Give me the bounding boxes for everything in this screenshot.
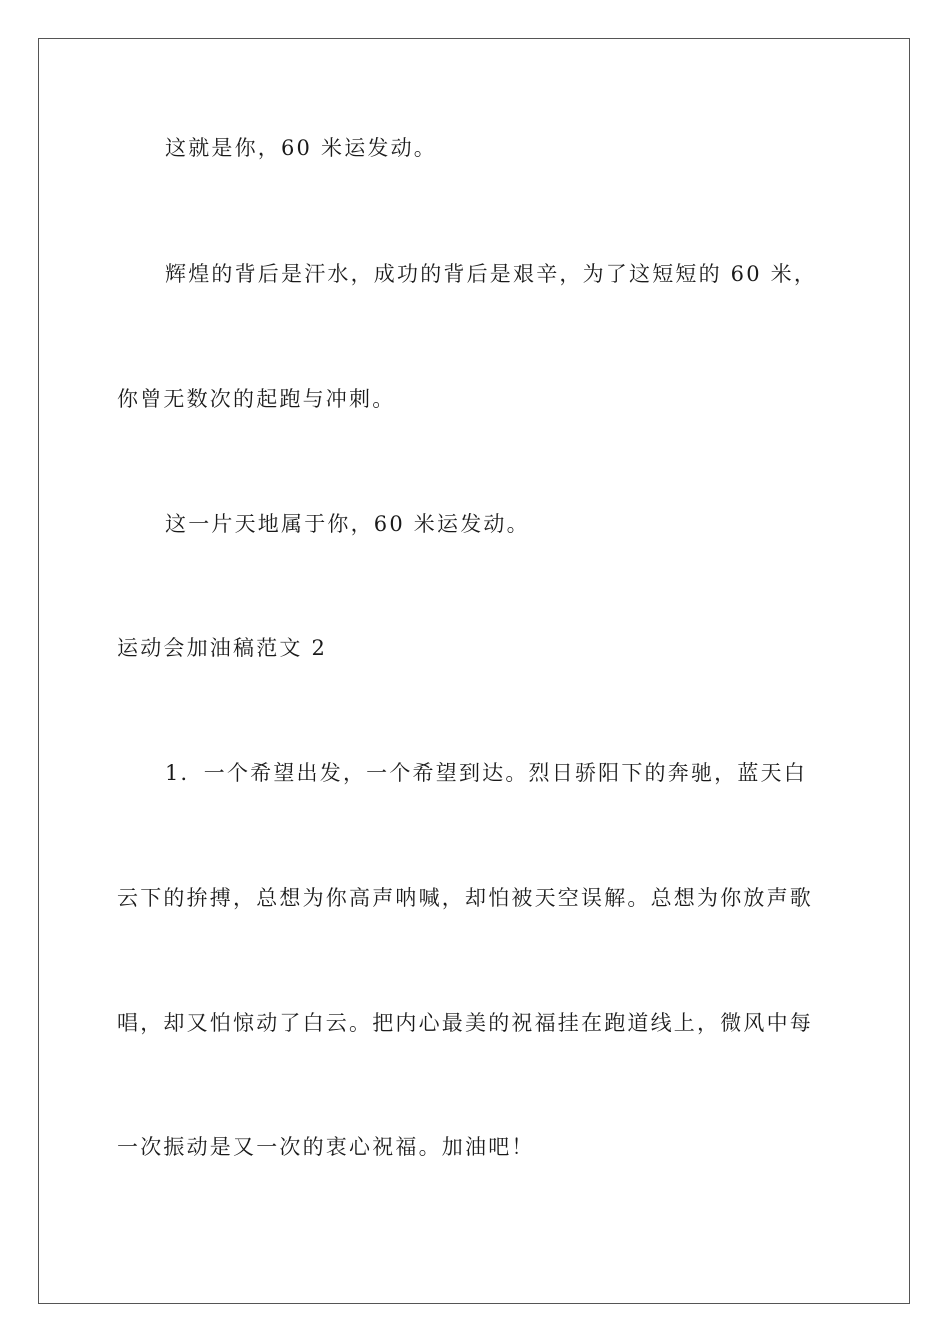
paragraph-line: 辉煌的背后是汗水，成功的背后是艰辛，为了这短短的 60 米， — [165, 262, 818, 286]
paragraph-line: 云下的拚搏，总想为你高声呐喊，却怕被天空误解。总想为你放声歌 — [117, 886, 813, 910]
paragraph-line: 这就是你，60 米运发动。 — [165, 136, 437, 160]
paragraph-line: 一次振动是又一次的衷心祝福。加油吧！ — [117, 1135, 535, 1159]
paragraph-line: 这一片天地属于你，60 米运发动。 — [165, 512, 530, 536]
paragraph-line: 1．一个希望出发，一个希望到达。烈日骄阳下的奔驰，蓝天白 — [165, 761, 807, 785]
paragraph-line: 你曾无数次的起跑与冲刺。 — [117, 387, 396, 411]
section-heading: 运动会加油稿范文 2 — [117, 636, 328, 660]
page-frame — [38, 38, 910, 1304]
paragraph-line: 唱，却又怕惊动了白云。把内心最美的祝福挂在跑道线上，微风中每 — [117, 1011, 813, 1035]
